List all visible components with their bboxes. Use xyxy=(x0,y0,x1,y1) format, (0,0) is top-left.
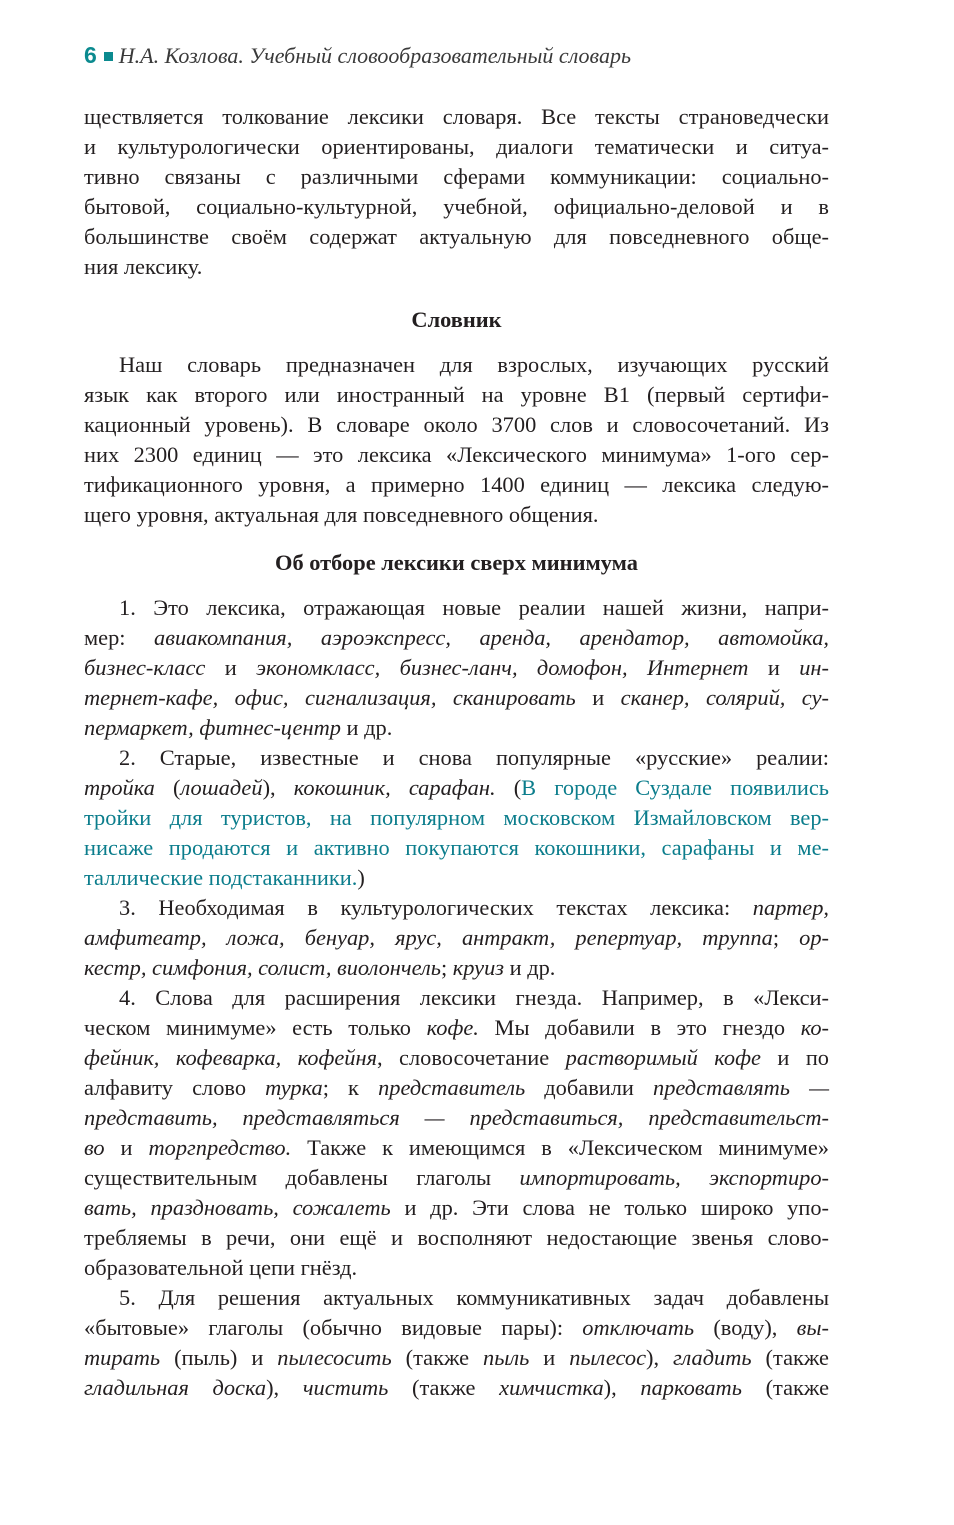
list-item-2 xyxy=(84,743,829,893)
text-line: требляемы в речи, они ещё и восполняют недостающие звенья слово- xyxy=(84,1225,829,1250)
intro-paragraph xyxy=(84,102,829,282)
text-line: «бытовые» глаголы (обычно видовые пары): отключать (воду), вы- xyxy=(84,1315,829,1340)
text-line: 5. Для решения актуальных коммуникативных задач добавлены xyxy=(119,1285,829,1310)
text-line: амфитеатр, ложа, бенуар, ярус, антракт, репертуар, труппа; ор- xyxy=(84,925,829,950)
text-line: фейник, кофеварка, кофейня, словосочетание растворимый кофе и по xyxy=(84,1045,829,1070)
text-line: и культурологически ориентированы, диалоги тематически и ситуа- xyxy=(84,134,829,159)
text-line: бизнес-класс и экономкласс, бизнес-ланч, домофон, Интернет и ин- xyxy=(84,655,829,680)
text-line: кационный уровень). В словаре около 3700 слов и словосочетаний. Из xyxy=(84,412,829,437)
text-line: мер: авиакомпания, аэроэкспресс, аренда, арендатор, автомойка, xyxy=(84,625,829,650)
text-line: тивно связаны с различными сферами коммуникации: социально- xyxy=(84,164,829,189)
example-text: В городе Суздале появились xyxy=(521,775,829,800)
text-line: ществляется толкование лексики словаря. Все тексты страноведчески xyxy=(84,104,829,129)
section-heading-selection: Об отборе лексики сверх минимума xyxy=(275,550,638,575)
text-line: щего уровня, актуальная для повседневного общения. xyxy=(84,502,599,527)
page-number: 6 xyxy=(84,42,97,68)
example-text-line: тройки для туристов, на популярном московском Измайловском вер- xyxy=(84,805,829,830)
text-line: вать, праздновать, сожалеть и др. Эти слова не только широко упо- xyxy=(84,1195,830,1220)
text-line: 4. Слова для расширения лексики гнезда. Например, в «Лекси- xyxy=(119,985,829,1010)
text-line: ческом минимуме» есть только кофе. Мы добавили в это гнездо ко- xyxy=(84,1015,829,1040)
text-line: тификационного уровня, а примерно 1400 единиц — лексика следую- xyxy=(84,472,829,497)
text-line: 2. Старые, известные и снова популярные «русские» реалии: xyxy=(119,745,829,770)
list-item-5 xyxy=(84,1283,829,1403)
text-line: пермаркет, фитнес-центр и др. xyxy=(84,715,393,740)
text-line: тернет-кафе, офис, сигнализация, сканировать и сканер, солярий, су- xyxy=(84,685,829,710)
slovnik-paragraph xyxy=(84,350,829,530)
text-line: образовательной цепи гнёзд. xyxy=(84,1255,358,1280)
text-line: 3. Необходимая в культурологических текстах лексика: партер, xyxy=(119,895,829,920)
list-item-4 xyxy=(84,983,829,1283)
square-bullet-icon xyxy=(104,52,113,61)
text-line: них 2300 единиц — это лексика «Лексического минимума» 1-ого сер- xyxy=(84,442,829,467)
text-line: алфавиту слово турка; к представитель добавили представлять — xyxy=(84,1075,829,1100)
text-line: тройка (лошадей), кокошник, сарафан. (В городе Суздале появились xyxy=(84,775,829,800)
text-line: тирать (пыль) и пылесосить (также пыль и пылесос), гладить (также xyxy=(84,1345,829,1370)
text-line: большинстве своём содержат актуальную для повседневного обще- xyxy=(84,224,829,249)
text-line: язык как второго или иностранный на уровне B1 (первый сертифи- xyxy=(84,382,829,407)
running-header xyxy=(84,40,829,71)
text-line: кестр, симфония, солист, виолончель; круиз и др. xyxy=(84,955,556,980)
text-line: таллические подстаканники.) xyxy=(84,865,365,890)
list-item-1 xyxy=(84,593,829,743)
text-line: бытовой, социально-культурной, учебной, официально-деловой и в xyxy=(84,194,829,219)
text-line: ния лексику. xyxy=(84,254,203,279)
running-title: Н.А. Козлова. Учебный словообразовательный словарь xyxy=(118,43,631,68)
section-heading-slovnik: Словник xyxy=(411,307,502,332)
text-line: представить, представляться — представиться, представительст- xyxy=(84,1105,829,1130)
text-line: существительным добавлены глаголы импортировать, экспортиро- xyxy=(84,1165,830,1190)
list-item-3 xyxy=(84,893,829,983)
text-line: Наш словарь предназначен для взрослых, изучающих русский xyxy=(119,352,829,377)
example-text-line: нисаже продаются и активно покупаются кокошники, сарафаны и ме- xyxy=(84,835,829,860)
text-line: во и торгпредство. Также к имеющимся в «Лексическом минимуме» xyxy=(84,1135,829,1160)
book-page xyxy=(84,40,829,1403)
text-line: гладильная доска), чистить (также химчистка), парковать (также xyxy=(84,1375,830,1400)
text-line: 1. Это лексика, отражающая новые реалии нашей жизни, напри- xyxy=(119,595,829,620)
